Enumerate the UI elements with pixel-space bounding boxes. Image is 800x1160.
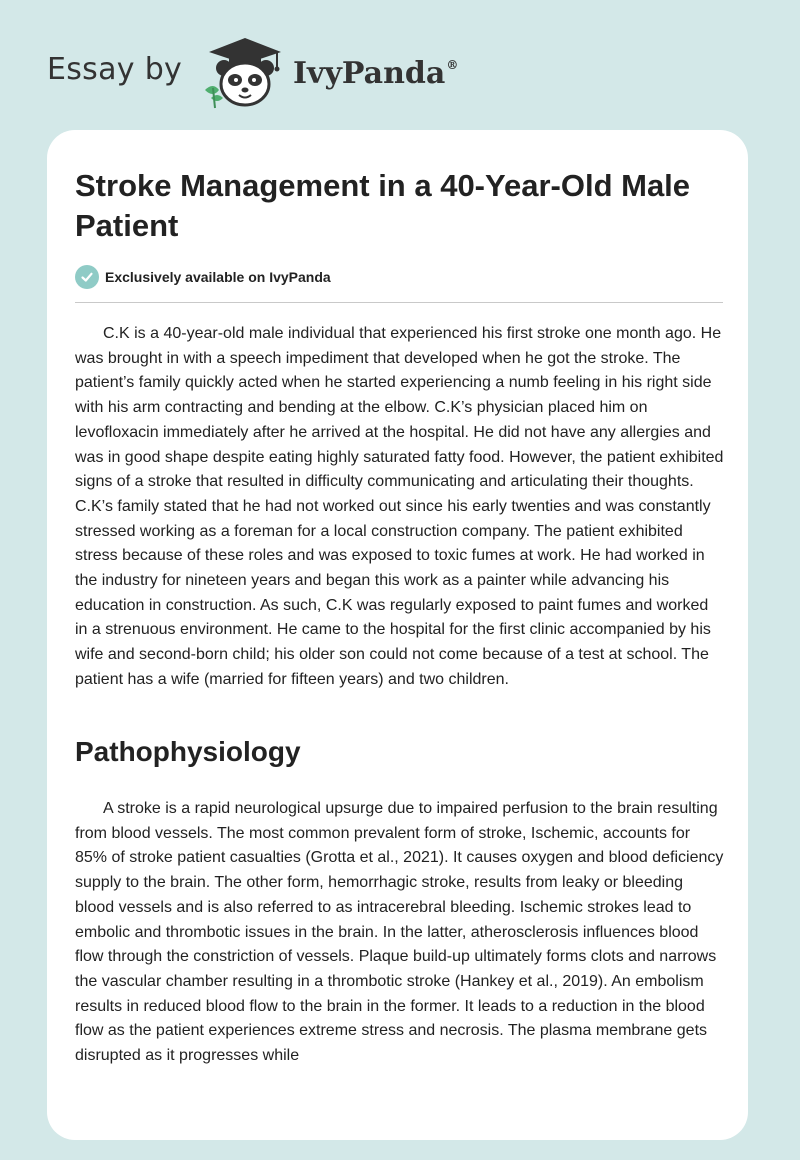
check-icon <box>75 265 99 289</box>
essay-by-label: Essay by <box>47 52 183 87</box>
registered-mark: ® <box>446 58 459 72</box>
paragraph: A stroke is a rapid neurological upsurge due to impaired perfusion to the brain resulting from blood vessels. The most common prevalent form of stroke, Ischemic, accounts for 85% of stroke patient casualties (Grotta et al., 2021). It causes oxygen and blood deficiency supply to the brain. The other form, hemorrhagic stroke, results from leaky or bleeding blood vessels and is also referred to as intracerebral bleeding. Ischemic strokes lead to embolic and thrombotic issues in the brain. In the latter, atherosclerosis influences blood flow through the constriction of vessels. Plaque build-up ultimately forms clots and narrows the vascular chamber resulting in a thrombotic stroke (Hankey et al., 2019). An embolism results in reduced blood flow to the brain in the former. It leads to a reduction in the blood flow as the patient experiences extreme stress and necrosis. The plasma membrane gets disrupted as it progresses while <box>75 800 724 1065</box>
exclusive-badge-text: Exclusively available on IvyPanda <box>105 269 331 285</box>
panda-graduate-icon[interactable] <box>199 32 287 112</box>
divider <box>75 302 723 303</box>
paragraph: C.K is a 40-year-old male individual that experienced his first stroke one month ago. He was brought in with a speech impediment that developed when he got the stroke. The patient’s family quickly acted when he started experiencing a numb feeling in his right side with his arm contracting and bending at the elbow. C.K’s physician placed him on levofloxacin immediately after he arrived at the hospital. He did not have any allergies and was in good shape despite eating highly saturated fatty food. However, the patient exhibited signs of a stroke that resulted in difficulty communicating and articulating their thoughts. C.K’s family stated that he had not worked out since his early twenties and was constantly stressed working as a foreman for a local construction company. The patient exhibited stress because of these roles and was exposed to toxic fumes at work. He had worked in the industry for nineteen years and began this work as a painter while advancing his education in construction. As such, C.K was regularly exposed to paint fumes and worked in a strenuous environment. He came to the hospital for the first clinic accompanied by his wife and second-born child; his older son could not come because of a test at school. The patient has a wife (married for fifteen years) and two children. <box>75 325 724 688</box>
site-header <box>47 32 767 112</box>
exclusive-badge <box>75 264 331 290</box>
brand-name-text: IvyPanda <box>293 56 446 91</box>
brand-name[interactable] <box>293 56 458 91</box>
section-heading: Pathophysiology <box>75 736 301 767</box>
essay-card <box>47 130 748 1140</box>
page-title: Stroke Management in a 40-Year-Old Male Patient <box>75 168 691 243</box>
